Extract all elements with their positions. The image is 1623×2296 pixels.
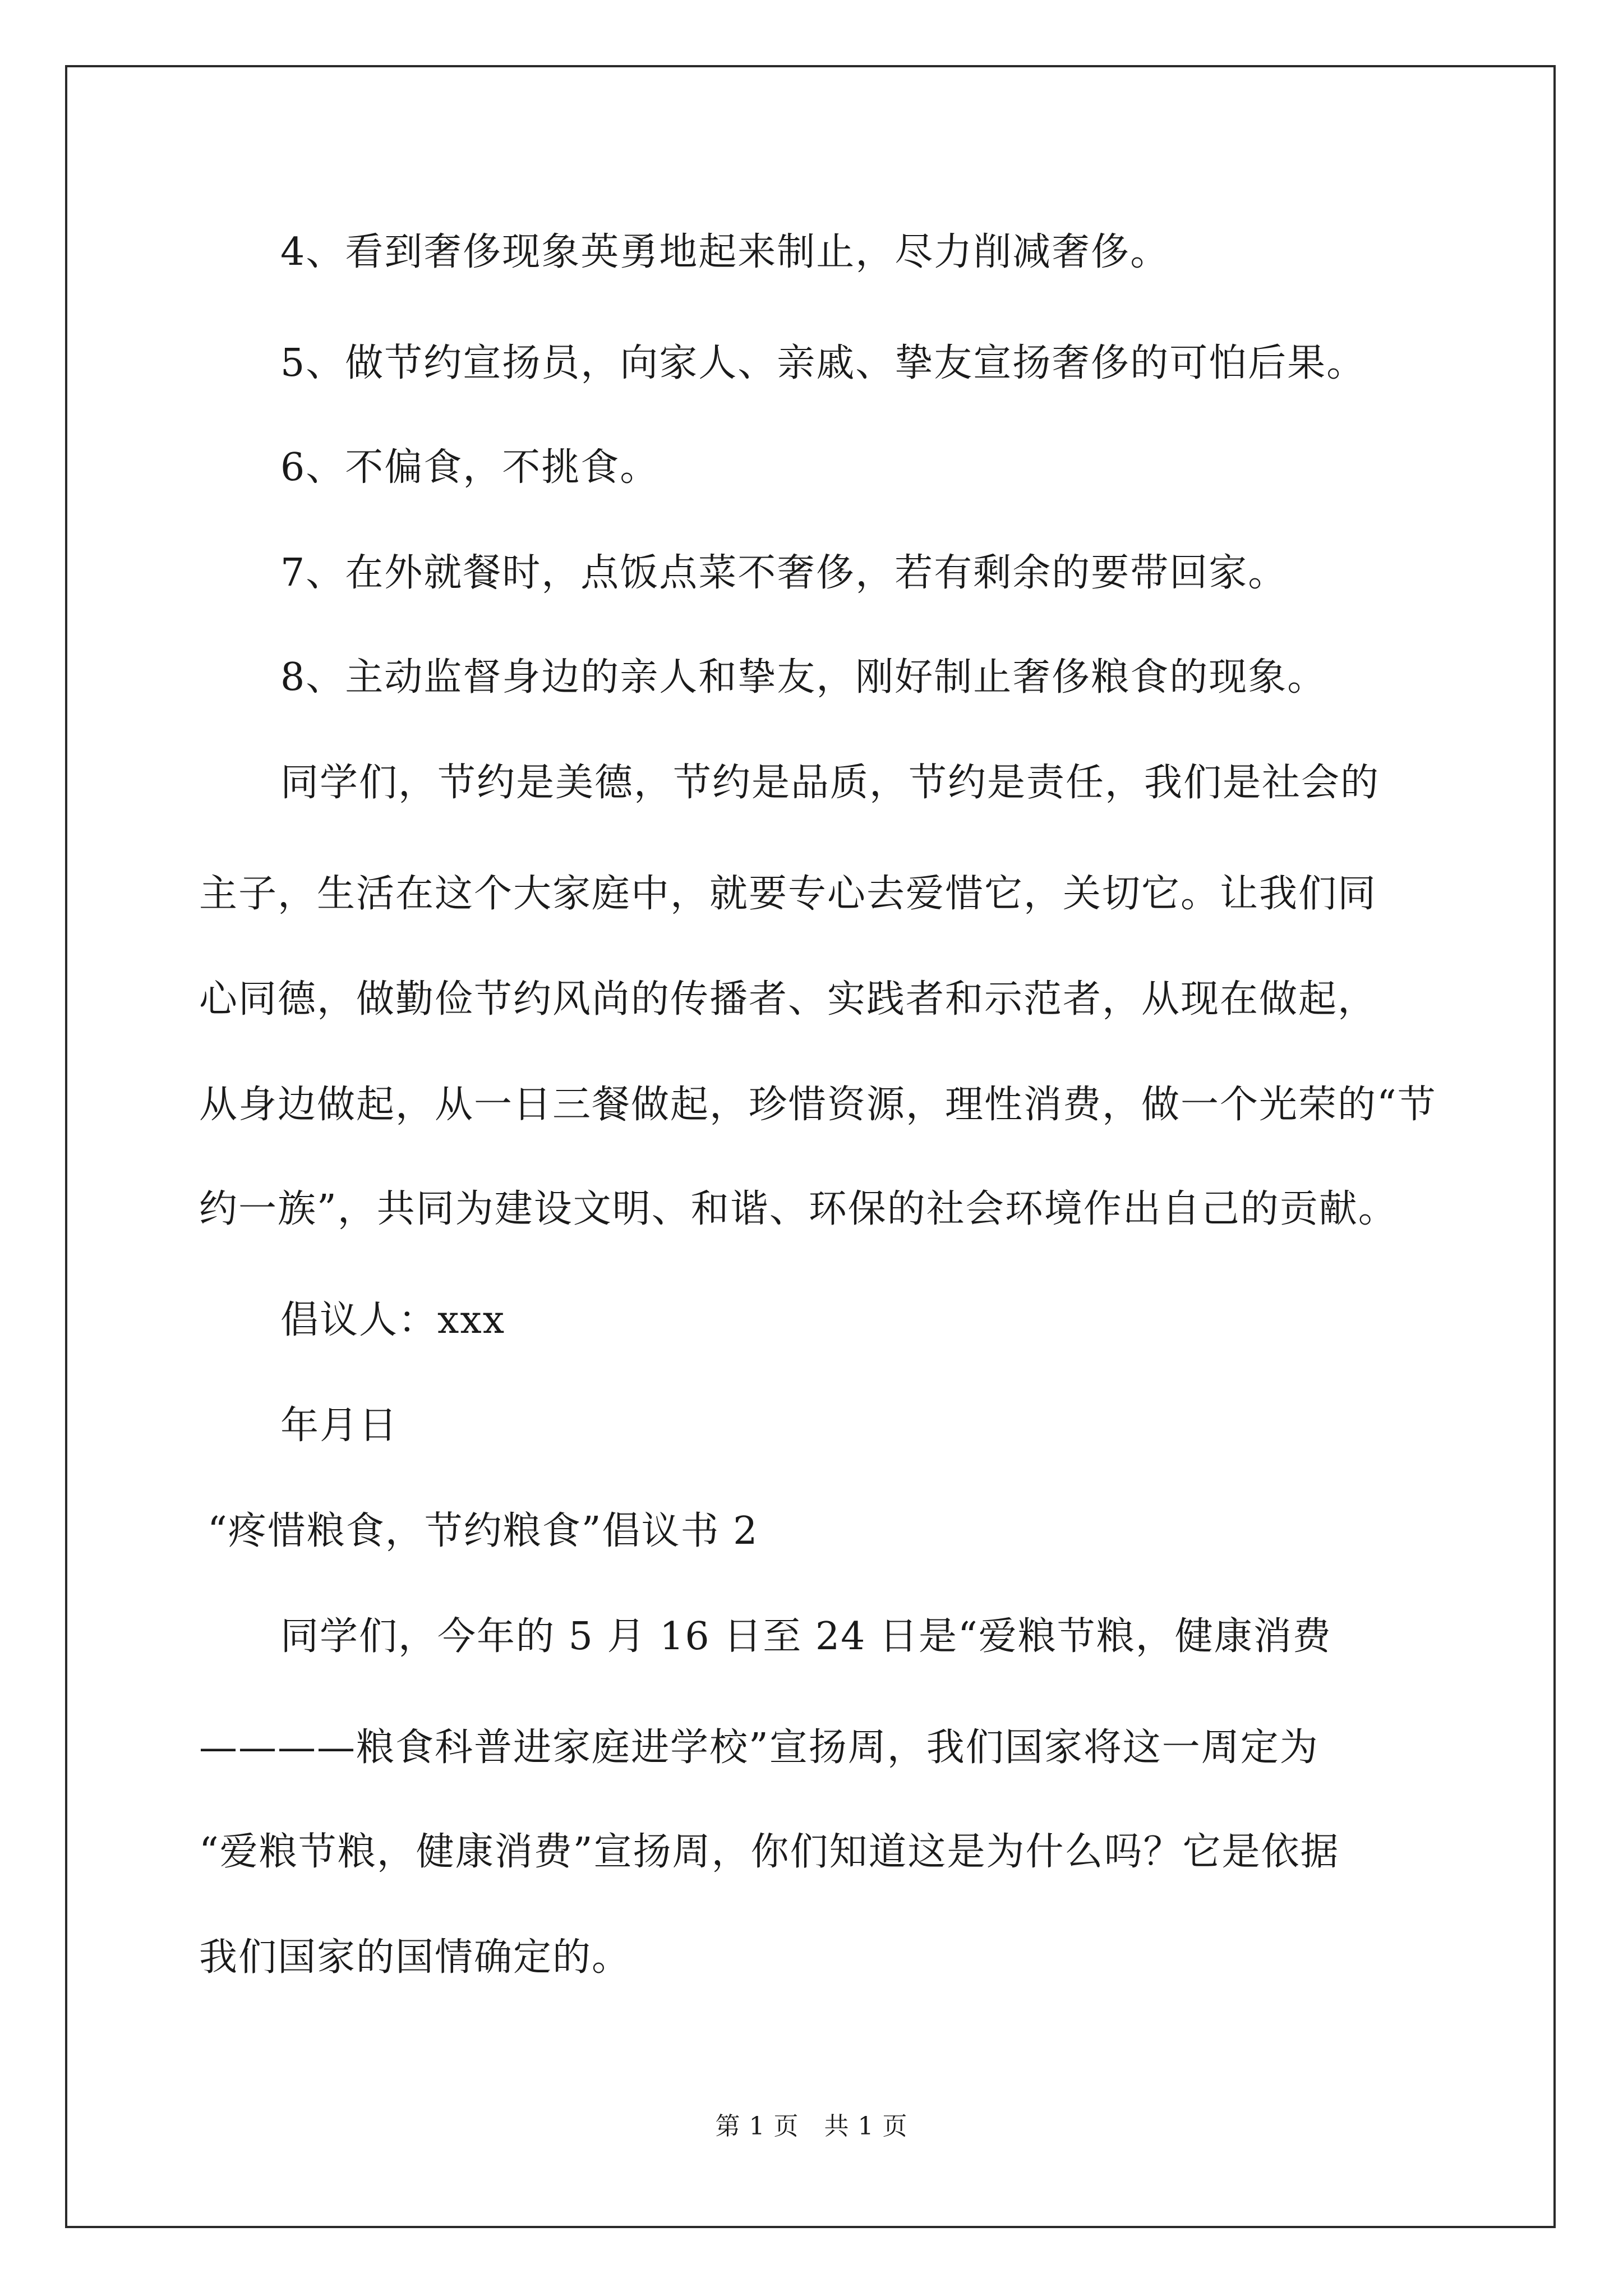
list-item: 4、看到奢侈现象英勇地起来制止，尽力削减奢侈。 xyxy=(280,230,1170,274)
signature: 倡议人：xxx xyxy=(280,1298,506,1342)
page-border xyxy=(65,65,1556,2228)
paragraph-line: 从身边做起，从一日三餐做起，珍惜资源，理性消费，做一个光荣的“节 xyxy=(199,1083,1437,1127)
paragraph-line: ————粮食科普进家庭进学校”宣扬周，我们国家将这一周定为 xyxy=(199,1726,1319,1770)
paragraph-line: 约一族”，共同为建设文明、和谐、环保的社会环境作出自己的贡献。 xyxy=(199,1187,1398,1231)
page-footer: 第 1 页 共 1 页 xyxy=(715,2112,908,2141)
list-item: 8、主动监督身边的亲人和挚友，刚好制止奢侈粮食的现象。 xyxy=(280,655,1327,700)
paragraph-line: “爱粮节粮，健康消费”宣扬周，你们知道这是为什么吗？它是依据 xyxy=(199,1830,1340,1874)
list-item: 5、做节约宣扬员，向家人、亲戚、挚友宣扬奢侈的可怕后果。 xyxy=(280,341,1366,385)
paragraph-line: 主子，生活在这个大家庭中，就要专心去爱惜它，关切它。让我们同 xyxy=(199,872,1377,916)
date-line: 年月日 xyxy=(280,1404,399,1448)
paragraph-line: 我们国家的国情确定的。 xyxy=(199,1935,631,1980)
paragraph-line: 同学们，今年的 5 月 16 日至 24 日是“爱粮节粮，健康消费 xyxy=(280,1614,1332,1659)
paragraph-line: 心同德，做勤俭节约风尚的传播者、实践者和示范者，从现在做起， xyxy=(199,977,1377,1022)
list-item: 6、不偏食，不挑食。 xyxy=(280,445,660,490)
list-item: 7、在外就餐时，点饭点菜不奢侈，若有剩余的要带回家。 xyxy=(280,551,1288,595)
paragraph-line: 同学们，节约是美德，节约是品质，节约是责任，我们是社会的 xyxy=(280,761,1380,805)
section-title: “疼惜粮食，节约粮食”倡议书 2 xyxy=(208,1509,759,1553)
